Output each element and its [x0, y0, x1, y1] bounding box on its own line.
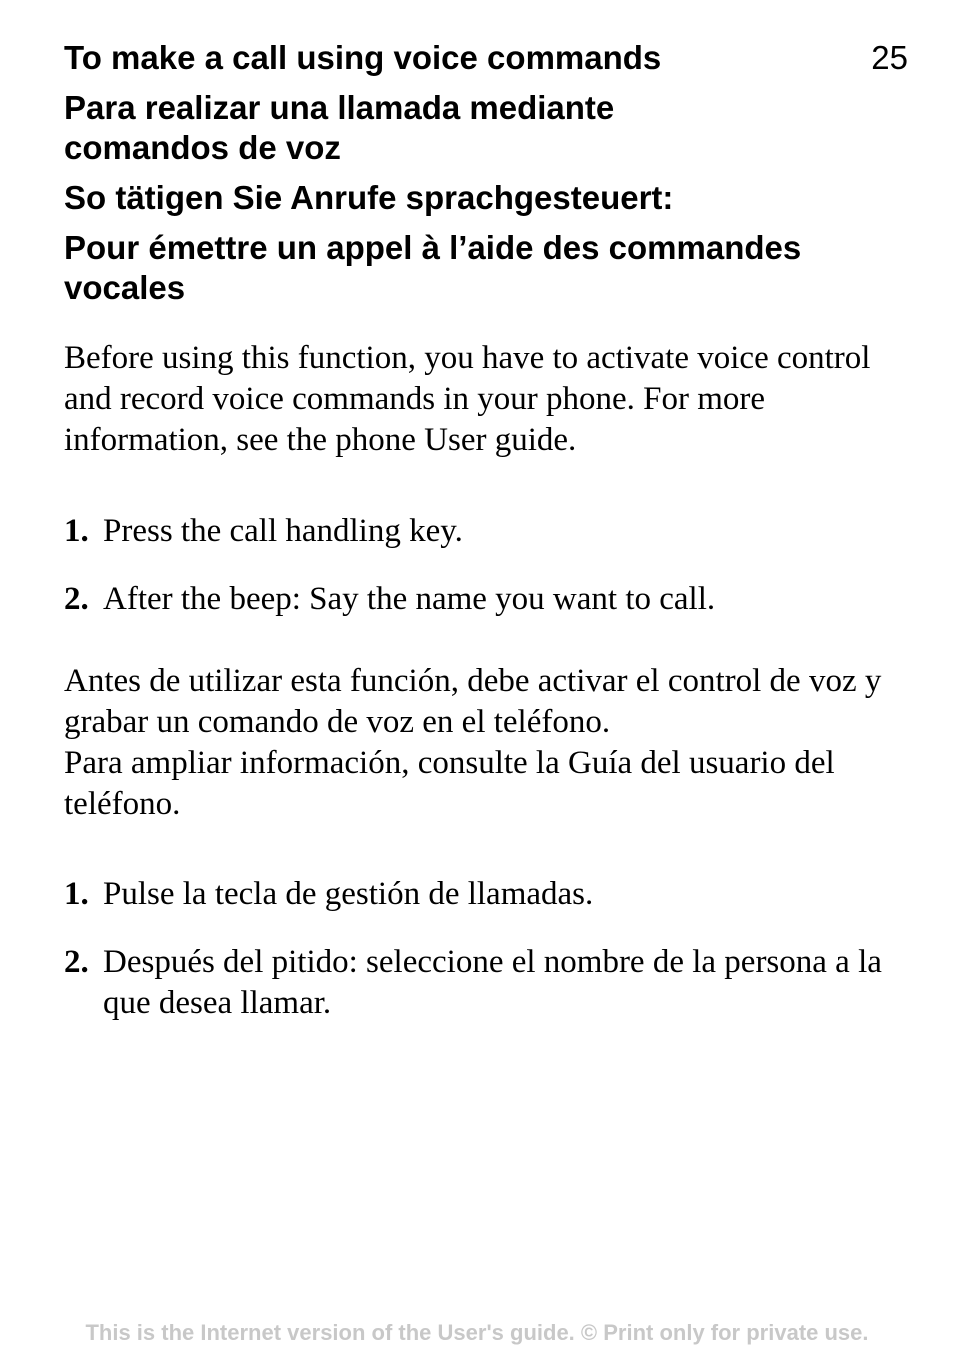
step-number: 1.	[64, 513, 89, 549]
step-text: Pulse la tecla de gestión de llamadas.	[103, 876, 594, 912]
spanish-step-1	[64, 874, 914, 915]
footer-notice: This is the Internet version of the User's guide. © Print only for private use.	[85, 1320, 869, 1345]
page-number: 25	[871, 39, 908, 76]
heading-english: To make a call using voice commands	[64, 39, 662, 76]
spanish-step-2	[64, 942, 914, 1024]
heading-spanish: Para realizar una llamada mediante comandos de voz	[64, 89, 615, 166]
heading-german: So tätigen Sie Anrufe sprachgesteuert:	[64, 179, 674, 216]
english-intro-paragraph: Before using this function, you have to activate voice control and record voice commands in your phone. For more information, see the phone User guide.	[64, 340, 871, 458]
step-text: Después del pitido: seleccione el nombre de la persona a la que desea llamar.	[103, 944, 882, 1021]
english-step-2	[64, 579, 914, 620]
step-number: 1.	[64, 876, 89, 912]
step-text: After the beep: Say the name you want to call.	[103, 581, 716, 617]
spanish-intro-paragraph: Antes de utilizar esta función, debe activar el control de voz y grabar un comando de voz en el teléfono.	[64, 663, 882, 740]
step-text: Press the call handling key.	[103, 513, 463, 549]
step-number: 2.	[64, 944, 89, 980]
heading-french: Pour émettre un appel à l’aide des commandes vocales	[64, 229, 802, 306]
spanish-reference-paragraph: Para ampliar información, consulte la Guía del usuario del teléfono.	[64, 745, 835, 822]
english-step-1	[64, 511, 914, 552]
step-number: 2.	[64, 581, 89, 617]
section-headings	[64, 38, 894, 318]
